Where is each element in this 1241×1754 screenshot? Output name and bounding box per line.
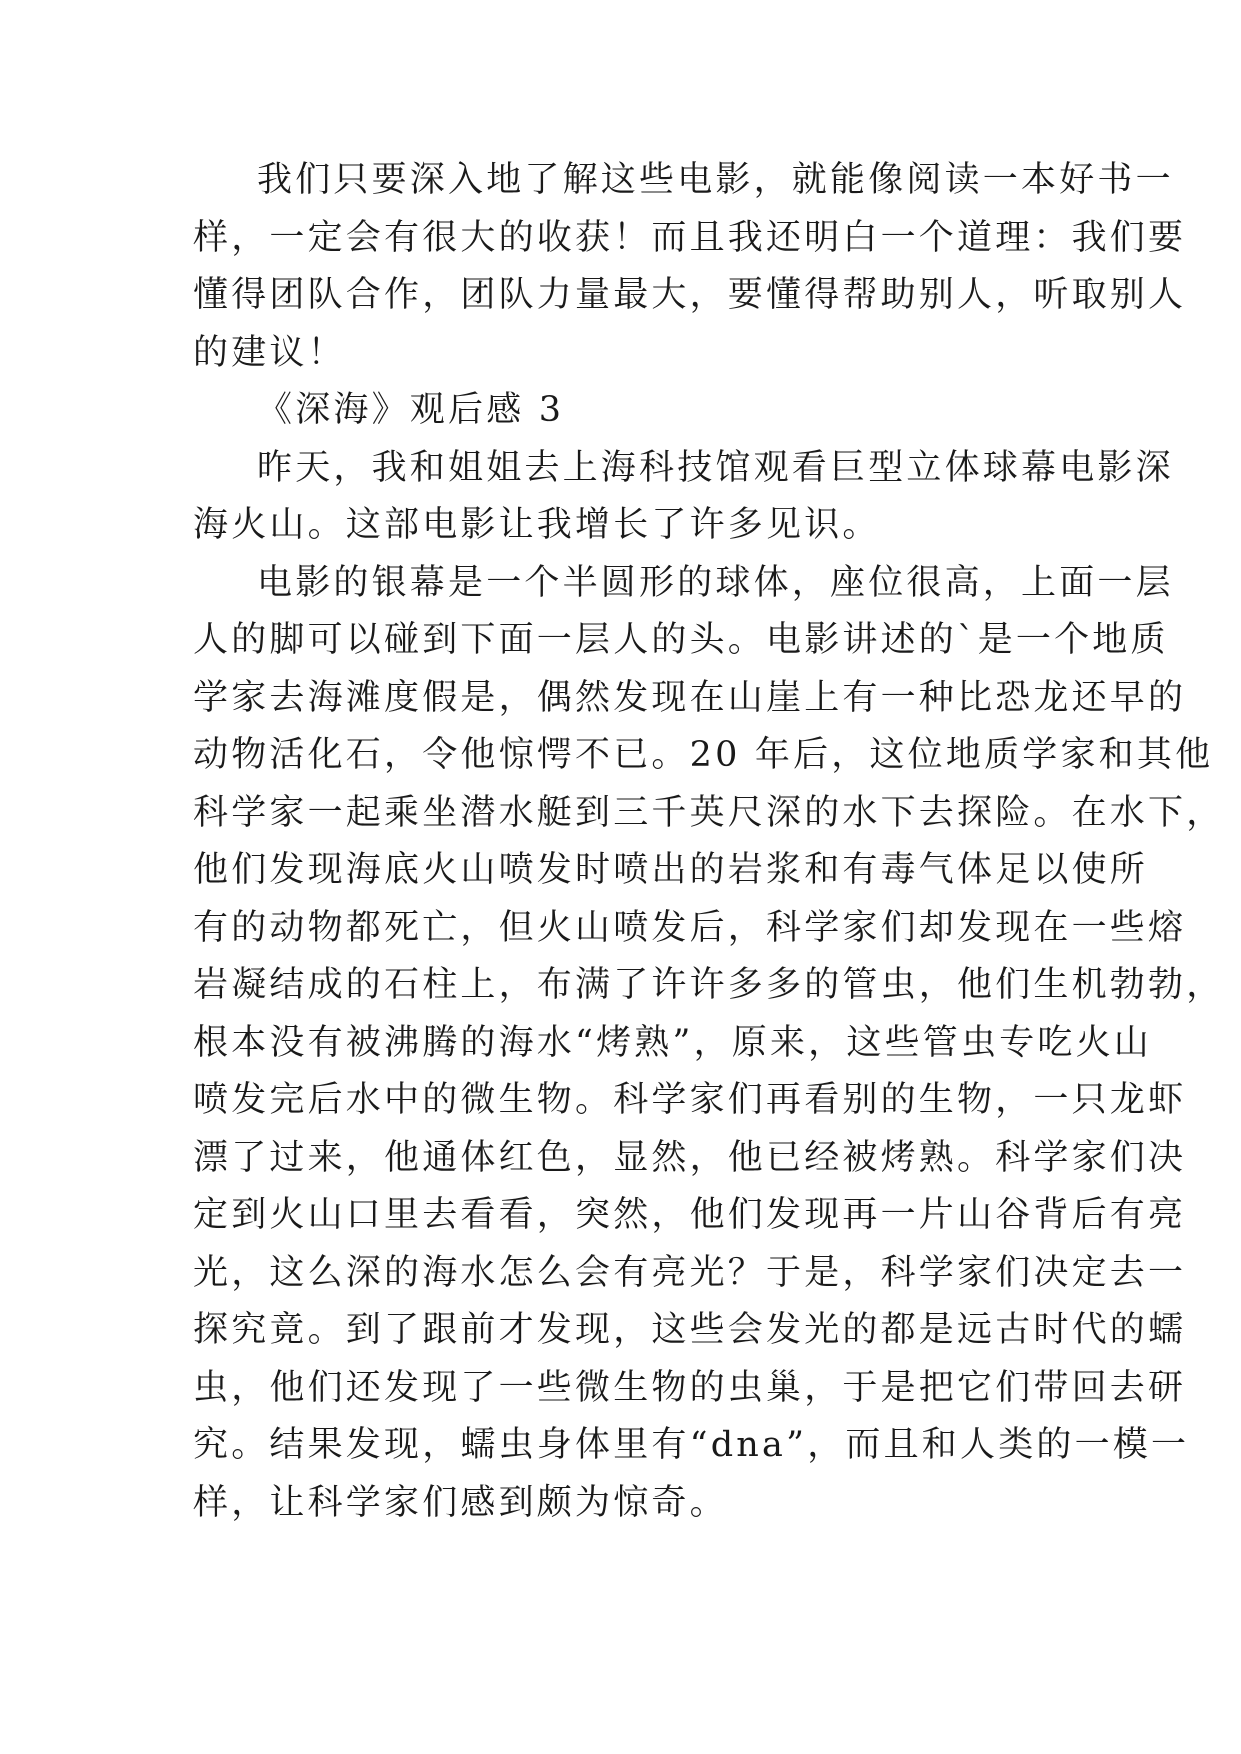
text-line: 喷发完后水中的微生物。科学家们再看别的生物，一只龙虾 <box>193 1080 1187 1120</box>
text-line: 电影的银幕是一个半圆形的球体，座位很高，上面一层 <box>257 562 1174 603</box>
text-line: 人的脚可以碰到下面一层人的头。电影讲述的`是一个地质 <box>193 620 1169 660</box>
text-line: 定到火山口里去看看，突然，他们发现再一片山谷背后有亮 <box>193 1195 1187 1235</box>
text-line: 样，让科学家们感到颇为惊奇。 <box>193 1482 728 1523</box>
text-line: 海火山。这部电影让我增长了许多见识。 <box>193 505 881 545</box>
paragraph-intro <box>193 440 1174 555</box>
text-line: 动物活化石，令他惊愕不已。20 年后，这位地质学家和其他 <box>193 735 1214 775</box>
text-line: 昨天，我和姐姐去上海科技馆观看巨型立体球幕电影深 <box>257 447 1174 488</box>
section-heading: 《深海》观后感 3 <box>257 390 565 430</box>
text-line: 根本没有被沸腾的海水“烤熟”，原来，这些管虫专吃火山 <box>193 1022 1152 1063</box>
text-line: 虫，他们还发现了一些微生物的虫巢，于是把它们带回去研 <box>193 1367 1187 1408</box>
text-line: 的建议！ <box>193 332 346 373</box>
text-line: 究。结果发现，蠕虫身体里有“dna”，而且和人类的一模一 <box>193 1425 1190 1465</box>
text-line: 他们发现海底火山喷发时喷出的岩浆和有毒气体足以使所 <box>193 850 1149 890</box>
text-line: 光，这么深的海水怎么会有亮光？于是，科学家们决定去一 <box>193 1252 1187 1293</box>
document-body <box>193 152 1225 1532</box>
text-line: 学家去海滩度假是，偶然发现在山崖上有一种比恐龙还早的 <box>193 677 1187 718</box>
text-line: 科学家一起乘坐潜水艇到三千英尺深的水下去探险。在水下， <box>193 792 1225 833</box>
text-line: 岩凝结成的石柱上，布满了许许多多的管虫，他们生机勃勃， <box>193 965 1225 1005</box>
text-line: 探究竟。到了跟前才发现，这些会发光的都是远古时代的蠕 <box>193 1310 1187 1350</box>
text-line: 样，一定会有很大的收获！而且我还明白一个道理：我们要 <box>193 217 1187 258</box>
text-line: 我们只要深入地了解这些电影，就能像阅读一本好书一 <box>257 160 1174 200</box>
text-line: 懂得团队合作，团队力量最大，要懂得帮助别人，听取别人 <box>193 275 1187 315</box>
paragraph-movie-story <box>193 555 1225 1533</box>
text-line: 有的动物都死亡，但火山喷发后，科学家们却发现在一些熔 <box>193 907 1187 948</box>
text-line: 漂了过来，他通体红色，显然，他已经被烤熟。科学家们决 <box>193 1137 1187 1178</box>
paragraph-team-lesson <box>193 152 1187 382</box>
